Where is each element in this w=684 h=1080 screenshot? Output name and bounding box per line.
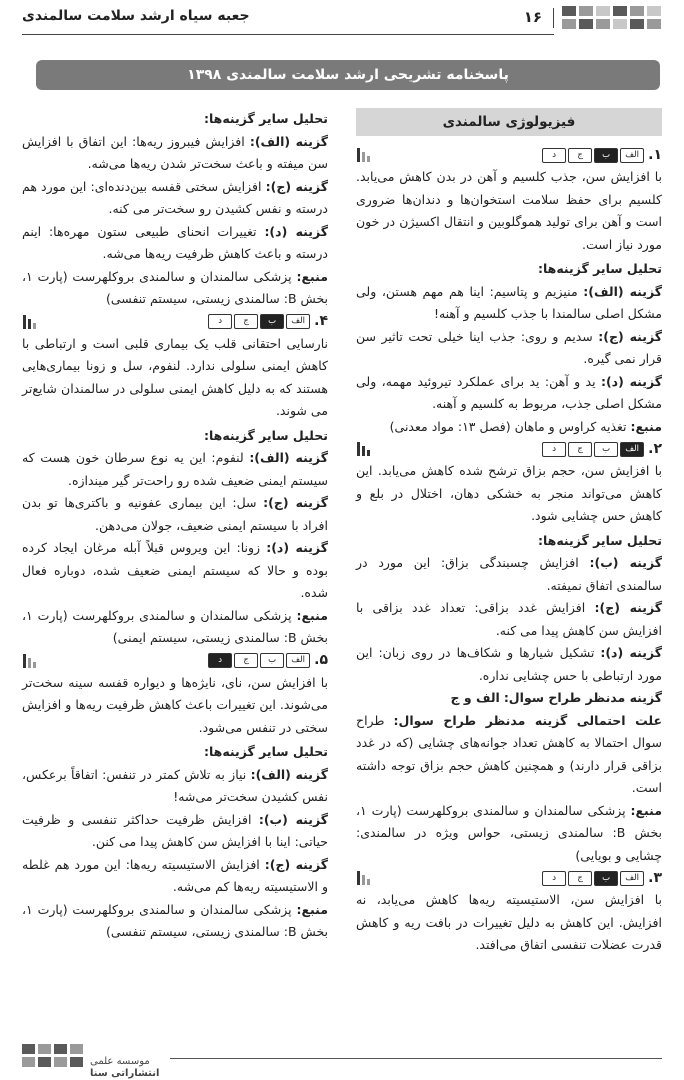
option-a: الف [286,653,310,668]
answer-explanation: با افزایش سن، نای، نایژه‌ها و دیواره قفسه سینه سخت‌تر می‌شوند. این تغییرات باعث کاهش ظرفیت ریه‌ها و افزایش سختی در تنفس می‌شود. [22,674,328,735]
designer-answer: گزینه مدنظر طراح سوال: الف و ج [450,690,662,705]
difficulty-icon [356,871,370,885]
left-column [22,106,328,944]
difficulty-icon [356,442,370,456]
footer-rule [170,1058,662,1059]
question-4-header [22,311,328,333]
answer-explanation: با افزایش سن، حجم بزاق ترشح شده کاهش می‌یابد. این کاهش می‌تواند منجر به خشکی دهان، اختلال در بلع و کاهش حس چشایی شود. [356,463,662,523]
option-d-correct: د [208,653,232,668]
option-analysis: گزینه (ج): سدیم و روی: جذب اینا خیلی تحت تاثیر سن قرار نمی گیره. [356,328,662,366]
difficulty-icon [22,315,36,329]
option-analysis: گزینه (ج): افزایش الاستیسیته ریه‌ها: این مورد هم غلطه و الاستیسیته ریه‌ها کم می‌شه. [22,856,328,894]
option-a-correct: الف [620,442,644,457]
question-5-header [22,650,328,672]
source-line: منبع: پزشکی سالمندان و سالمندی بروکلهرست (پارت ۱، بخش B: سالمندی زیستی، سیستم تنفسی) [22,901,328,939]
question-3-header [356,867,662,889]
analysis-heading: تحلیل سایر گزینه‌ها: [537,261,662,276]
question-number: ۵. [314,652,328,669]
answer-explanation: با افزایش سن، جذب کلسیم و آهن در بدن کاهش می‌یابد. کلسیم برای حفظ سلامت استخوان‌ها و دندان‌ها ضروری است و آهن برای تولید هموگلوبین و انتقال اکسیژن در خون مورد نیاز است. [356,169,662,252]
option-d: د [208,314,232,329]
option-analysis: گزینه (ج): افزایش سختی قفسه بین‌دنده‌ای: این مورد هم درسته و نفس کشیدن رو سخت‌تر می کنه. [22,178,328,216]
section-banner: پاسخنامه تشریحی ارشد سلامت سالمندی ۱۳۹۸ [36,60,660,90]
analysis-heading: تحلیل سایر گزینه‌ها: [537,532,662,548]
question-number: ۲. [648,440,662,457]
page-footer [0,1036,684,1080]
header-rule [22,34,554,35]
source-line: منبع: تغذیه کراوس و ماهان (فصل ۱۳: مواد معدنی) [389,418,662,434]
answer-options [208,653,310,668]
question-number: ۳. [648,869,662,886]
option-analysis: گزینه (د): تشکیل شیارها و شکاف‌ها در روی زبان: این مورد ارتباطی با حس چشایی نداره. [356,645,662,683]
option-b-correct: ب [260,314,284,329]
option-a: الف [286,314,310,329]
designer-reason: علت احتمالی گزینه مدنظر طراح سوال: طراح سوال احتمالا به کاهش تعداد جوانه‌های چشایی (که در غدد بزاقی قرار دارند) و همچنین کاهش حجم بزاق توجه داشته است. [356,712,662,795]
footer-decoration [22,1044,86,1070]
option-a: الف [620,871,644,886]
answer-options [542,871,644,886]
page-header [0,0,684,40]
option-analysis: گزینه (ج): سل: این بیماری عفونیه و باکتری‌ها تو بدن افراد با سیستم ایمنی ضعیف، جولان می‌دهن. [22,495,328,533]
option-analysis: گزینه (د): زونا: این ویروس قبلاً آبله مرغان ایجاد کرده بوده و حالا که سیستم ایمنی ضعیف شده، دوباره فعال شده. [22,540,328,600]
option-c: ج [568,148,592,163]
option-a: الف [620,148,644,163]
option-b-correct: ب [594,871,618,886]
difficulty-icon [356,148,370,162]
option-analysis: گزینه (د): تغییرات انحنای طبیعی ستون مهره‌ها: اینم درسته و باعث کاهش ظرفیت ریه‌ها می‌شه. [22,223,328,261]
book-title: جعبه سیاه ارشد سلامت سالمندی [22,8,250,24]
page-number: ۱۶ [523,8,542,26]
option-d: د [542,442,566,457]
option-d: د [542,871,566,886]
option-c: ج [568,442,592,457]
option-c: ج [234,653,258,668]
question-number: ۴. [314,313,328,330]
option-analysis: گزینه (ب): افزایش چسبندگی بزاق: این مورد در سالمندی اتفاق نمیفته. [356,555,662,593]
header-separator [553,8,554,28]
analysis-heading: تحلیل سایر گزینه‌ها: [203,744,328,759]
header-decoration [562,6,662,32]
answer-options [208,314,310,329]
option-analysis: گزینه (ج): افزایش غدد بزاقی: تعداد غدد بزاقی با افزایش سن کاهش پیدا می کنه. [356,600,662,638]
publisher-logo: موسسه علمی انتشاراتی سنا [90,1056,160,1079]
option-b: ب [260,653,284,668]
option-c: ج [568,871,592,886]
source-line: منبع: پزشکی سالمندان و سالمندی بروکلهرست (پارت ۱، بخش B: سالمندی زیستی، سیستم ایمنی) [22,607,328,645]
option-b-correct: ب [594,148,618,163]
option-analysis: گزینه (الف): نیاز به تلاش کمتر در تنفس: اتفاقاً برعکس، نفس کشیدن سخت‌تر می‌شه! [22,766,328,804]
answer-options [542,148,644,163]
option-b: ب [594,442,618,457]
option-analysis: گزینه (الف): افزایش فیبروز ریه‌ها: این اتفاق با افزایش سن میفته و باعث سخت‌تر شدن ریه‌ها می‌شه. [22,133,328,171]
analysis-heading: تحلیل سایر گزینه‌ها: [203,111,328,126]
question-1-header [356,144,662,166]
option-analysis: گزینه (الف): منیزیم و پتاسیم: اینا هم مهم هستن، ولی مشکل اصلی سالمندا با جذب کلسیم و آهنه! [356,283,662,321]
subject-heading: فیزیولوژی سالمندی [356,108,662,136]
answer-explanation: نارسایی احتقانی قلب یک بیماری قلبی است و ارتباطی با کاهش ایمنی سلولی ندارد. لنفوم، سل و زونا بیماری‌هایی هستند که به دلیل کاهش ایمنی سلولی در سالمندان شایع‌تر می شوند. [22,335,328,418]
answer-options [542,442,644,457]
option-analysis: گزینه (الف): لنفوم: این یه نوع سرطان خون هست که سیستم ایمنی ضعیف شده رو راحت‌تر گیر میندازه. [22,450,328,488]
option-analysis: گزینه (ب): افزایش ظرفیت حداکثر تنفسی و ظرفیت حیاتی: اینا با افزایش سن کاهش پیدا می کنن. [22,811,328,849]
question-number: ۱. [648,146,662,163]
right-column [356,108,662,957]
question-2-header [356,438,662,460]
source-line: منبع: پزشکی سالمندان و سالمندی بروکلهرست (پارت ۱، بخش B: سالمندی زیستی، سیستم تنفسی) [22,268,328,306]
answer-explanation: با افزایش سن، الاستیسیته ریه‌ها کاهش می‌یابد، نه افزایش. این کاهش به دلیل تغییرات در بافت ریه و کاهش قدرت عضلات تنفسی اتفاق می‌افتد. [356,892,662,952]
option-analysis: گزینه (د): ید و آهن: ید برای عملکرد تیروئید مهمه، ولی مشکل اصلی جذب، مربوط به کلسیم و آهنه. [356,373,663,411]
difficulty-icon [22,654,36,668]
option-c: ج [234,314,258,329]
source-line: منبع: پزشکی سالمندان و سالمندی بروکلهرست (پارت ۱، بخش B: سالمندی زیستی، حواس ویژه در سالمندی: چشایی و بویایی) [356,802,662,863]
analysis-heading: تحلیل سایر گزینه‌ها: [203,427,328,443]
option-d: د [542,148,566,163]
